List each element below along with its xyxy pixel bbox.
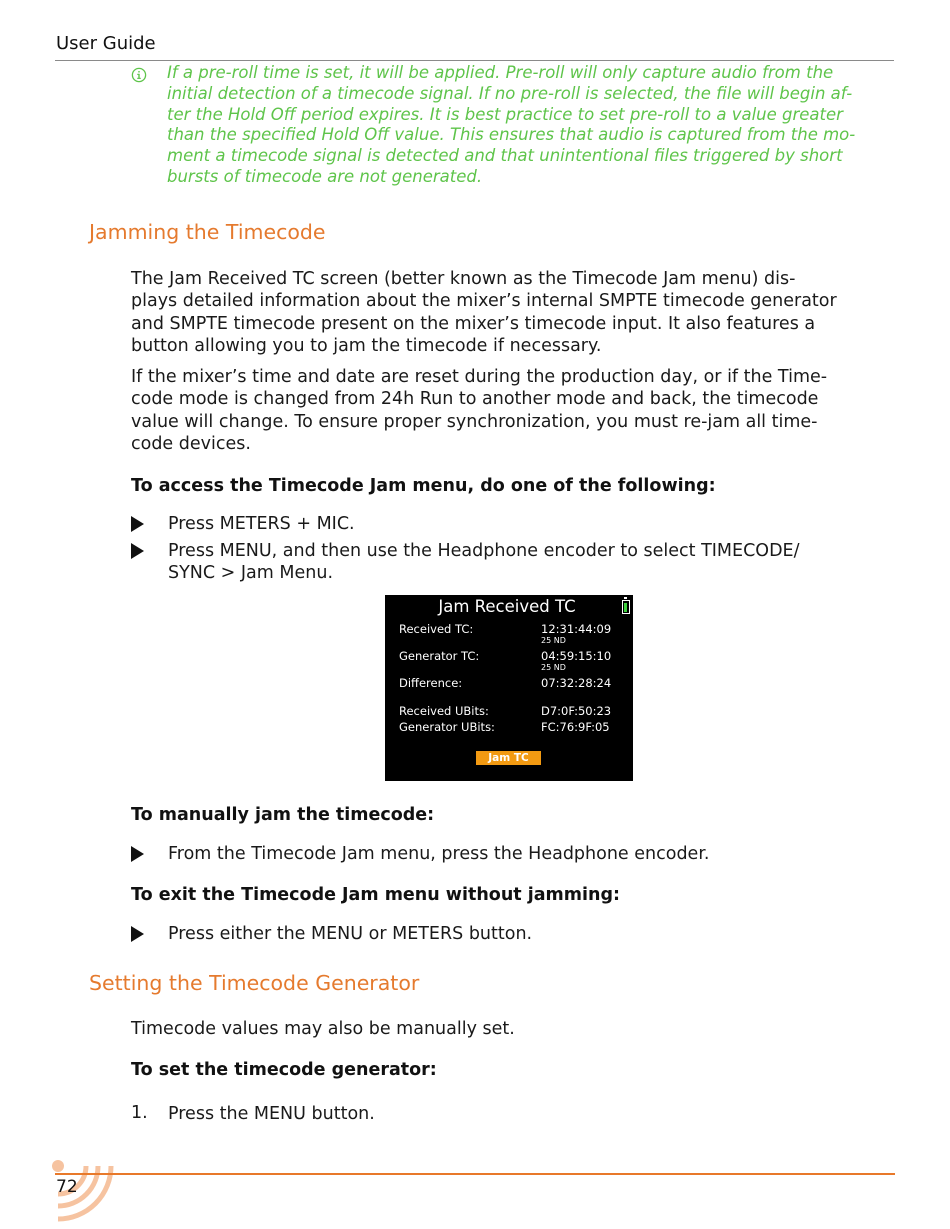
bullet-arrow-icon xyxy=(131,846,144,862)
screen-row-value: 04:59:15:10 xyxy=(541,649,612,663)
screen-row-rate: 25 ND xyxy=(541,636,566,645)
bullet-line: Press METERS + MIC. xyxy=(168,514,355,534)
para-line: and SMPTE timecode present on the mixer’s timecode input. It also features a xyxy=(131,313,816,334)
procedure-heading-exit: To exit the Timecode Jam menu without jamming: xyxy=(131,885,621,905)
bullet-item xyxy=(168,843,709,865)
note-line: ment a timecode signal is detected and that unintentional files triggered by short xyxy=(167,146,843,166)
bullet-line: From the Timecode Jam menu, press the Headphone encoder. xyxy=(168,844,710,864)
bullet-line: SYNC > Jam Menu. xyxy=(168,563,334,584)
note-line: If a pre-roll time is set, it will be applied. Pre-roll will only capture audio from the xyxy=(167,63,834,82)
screen-row-label: Generator TC: xyxy=(399,649,480,663)
note-line: initial detection of a timecode signal. If no pre-roll is selected, the file will begin af- xyxy=(167,83,853,103)
procedure-heading-access: To access the Timecode Jam menu, do one of the following: xyxy=(131,476,716,496)
screen-row-rate: 25 ND xyxy=(541,663,566,672)
screen-row-label: Received TC: xyxy=(399,622,474,636)
para-line: code mode is changed from 24h Run to another mode and back, the timecode xyxy=(131,389,819,410)
screen-row-value: 12:31:44:09 xyxy=(541,622,612,636)
screen-row-label: Received UBits: xyxy=(399,704,489,718)
running-header: User Guide xyxy=(56,33,156,54)
bullet-line: Press MENU, and then use the Headphone encoder to select TIMECODE/ xyxy=(168,541,800,561)
step-line: Press the MENU button. xyxy=(168,1104,375,1124)
para-line: plays detailed information about the mixer’s internal SMPTE timecode generator xyxy=(131,291,837,312)
bullet-arrow-icon xyxy=(131,543,144,559)
note-line: bursts of timecode are not generated. xyxy=(167,166,483,186)
page-number: 72 xyxy=(56,1177,78,1197)
bullet-item xyxy=(168,540,800,585)
note-line: ter the Hold Off period expires. It is best practice to set pre-roll to a value greater xyxy=(167,104,843,124)
brand-logo-icon xyxy=(38,1140,118,1229)
procedure-heading-set: To set the timecode generator: xyxy=(131,1060,437,1080)
bullet-arrow-icon xyxy=(131,926,144,942)
section-heading-generator: Setting the Timecode Generator xyxy=(89,971,420,995)
para-line: button allowing you to jam the timecode if necessary. xyxy=(131,335,602,356)
paragraph-intro xyxy=(131,268,891,357)
step-number: 1. xyxy=(131,1103,148,1123)
section-heading-jamming: Jamming the Timecode xyxy=(89,220,326,244)
procedure-heading-manual: To manually jam the timecode: xyxy=(131,805,435,825)
screen-row-value: FC:76:9F:05 xyxy=(541,720,610,734)
para-line: code devices. xyxy=(131,433,251,454)
battery-icon xyxy=(622,600,630,614)
screen-row-label: Difference: xyxy=(399,676,463,690)
bullet-item xyxy=(168,513,355,535)
bullet-arrow-icon xyxy=(131,516,144,532)
screen-row-label: Generator UBits: xyxy=(399,720,495,734)
step-text xyxy=(168,1103,375,1125)
para-line: If the mixer’s time and date are reset during the production day, or if the Time- xyxy=(131,367,828,387)
note-text xyxy=(167,63,892,188)
jam-received-tc-screen xyxy=(385,595,633,781)
info-icon xyxy=(131,67,147,83)
header-rule xyxy=(55,60,894,61)
para-line: The Jam Received TC screen (better known as the Timecode Jam menu) dis- xyxy=(131,269,796,289)
para-line: value will change. To ensure proper synchronization, you must re-jam all time- xyxy=(131,411,818,432)
footer-rule xyxy=(55,1173,895,1175)
paragraph-reset xyxy=(131,366,891,455)
bullet-line: Press either the MENU or METERS button. xyxy=(168,924,533,944)
note-line: than the specified Hold Off value. This ensures that audio is captured from the mo- xyxy=(167,125,856,145)
screen-row-value: 07:32:28:24 xyxy=(541,676,612,690)
bullet-item xyxy=(168,923,532,945)
screen-row-value: D7:0F:50:23 xyxy=(541,704,612,718)
para-line: Timecode values may also be manually set. xyxy=(131,1019,515,1039)
screen-title: Jam Received TC xyxy=(438,597,576,616)
paragraph-generator-intro xyxy=(131,1018,891,1040)
jam-tc-button[interactable]: Jam TC xyxy=(476,751,541,765)
